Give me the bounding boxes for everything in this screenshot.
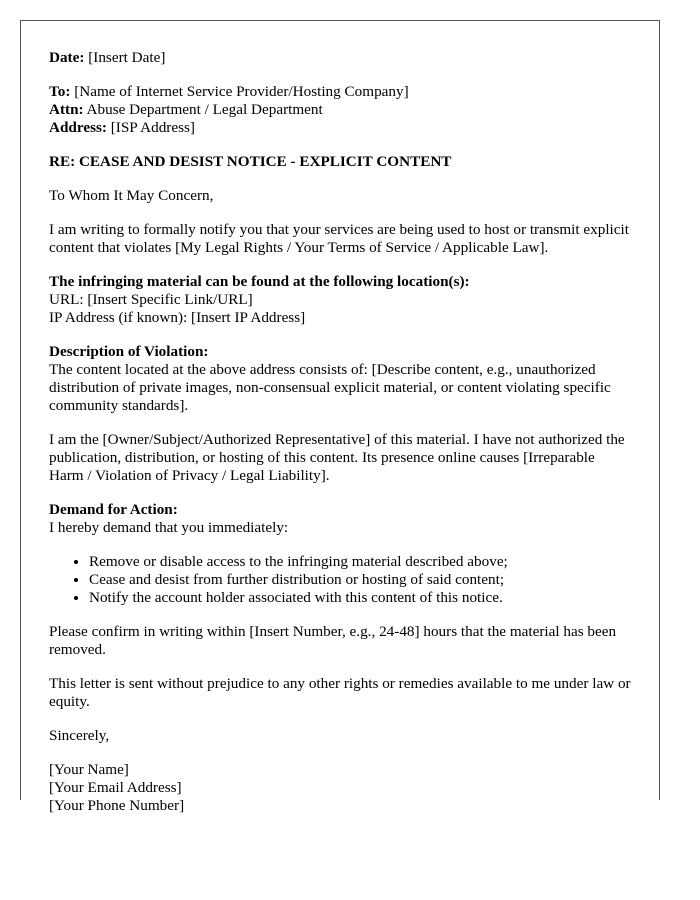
attn-label: Attn:: [49, 101, 84, 118]
salutation: To Whom It May Concern,: [49, 187, 214, 204]
address-line: [49, 119, 195, 136]
demand-item: • Cease and desist from further distribution or hosting of said content;: [89, 571, 631, 589]
to-label: To:: [49, 83, 71, 100]
location-block: [49, 273, 631, 327]
demand-intro: I hereby demand that you immediately:: [49, 519, 289, 536]
intro-paragraph: I am writing to formally notify you that your services are being used to host or transmit explicit content that violates [My Legal Rights / Your Terms of Service / Applicable Law].: [49, 221, 629, 256]
date-label: Date:: [49, 49, 85, 66]
signature-email: [Your Email Address]: [49, 779, 182, 796]
demand-item: • Notify the account holder associated with this content of this notice.: [89, 589, 631, 607]
violation-text: The content located at the above address consists of: [Describe content, e.g., unauthorized distribution of private images, non-consensual explicit material, or content violating specific community standards].: [49, 361, 611, 414]
demand-heading: Demand for Action:: [49, 501, 178, 518]
to-line: [49, 83, 409, 100]
demand-list: [49, 553, 631, 607]
violation-heading: Description of Violation:: [49, 343, 209, 360]
attn-value: Abuse Department / Legal Department: [83, 101, 323, 118]
attn-line: [49, 101, 323, 118]
to-value: [Name of Internet Service Provider/Hosting Company]: [70, 83, 409, 100]
address-value: [ISP Address]: [106, 119, 195, 136]
closing: Sincerely,: [49, 727, 110, 744]
letter-page: [20, 20, 660, 814]
location-heading: The infringing material can be found at the following location(s):: [49, 273, 470, 290]
violation-block: [49, 343, 631, 415]
confirm-paragraph: Please confirm in writing within [Insert Number, e.g., 24-48] hours that the material has been removed.: [49, 623, 617, 658]
address-label: Address:: [49, 119, 107, 136]
demand-item: • Remove or disable access to the infringing material described above;: [89, 553, 631, 571]
demand-block: [49, 501, 631, 537]
ip-line: IP Address (if known): [Insert IP Address]: [49, 309, 306, 326]
date-line: [49, 49, 631, 67]
ownership-paragraph: I am the [Owner/Subject/Authorized Representative] of this material. I have not authorized the publication, distribution, or hosting of this content. Its presence online causes [Irreparable Harm / Violation of Privacy / Legal Liability].: [49, 431, 625, 484]
url-line: URL: [Insert Specific Link/URL]: [49, 291, 253, 308]
subject-line: RE: CEASE AND DESIST NOTICE - EXPLICIT CONTENT: [49, 153, 452, 170]
date-value: [Insert Date]: [84, 49, 166, 66]
signature-block: [49, 761, 631, 815]
signature-phone: [Your Phone Number]: [49, 797, 185, 814]
prejudice-paragraph: This letter is sent without prejudice to any other rights or remedies available to me under law or equity.: [49, 675, 631, 710]
letter-body: [21, 21, 659, 815]
recipient-block: [49, 83, 631, 137]
signature-name: [Your Name]: [49, 761, 129, 778]
